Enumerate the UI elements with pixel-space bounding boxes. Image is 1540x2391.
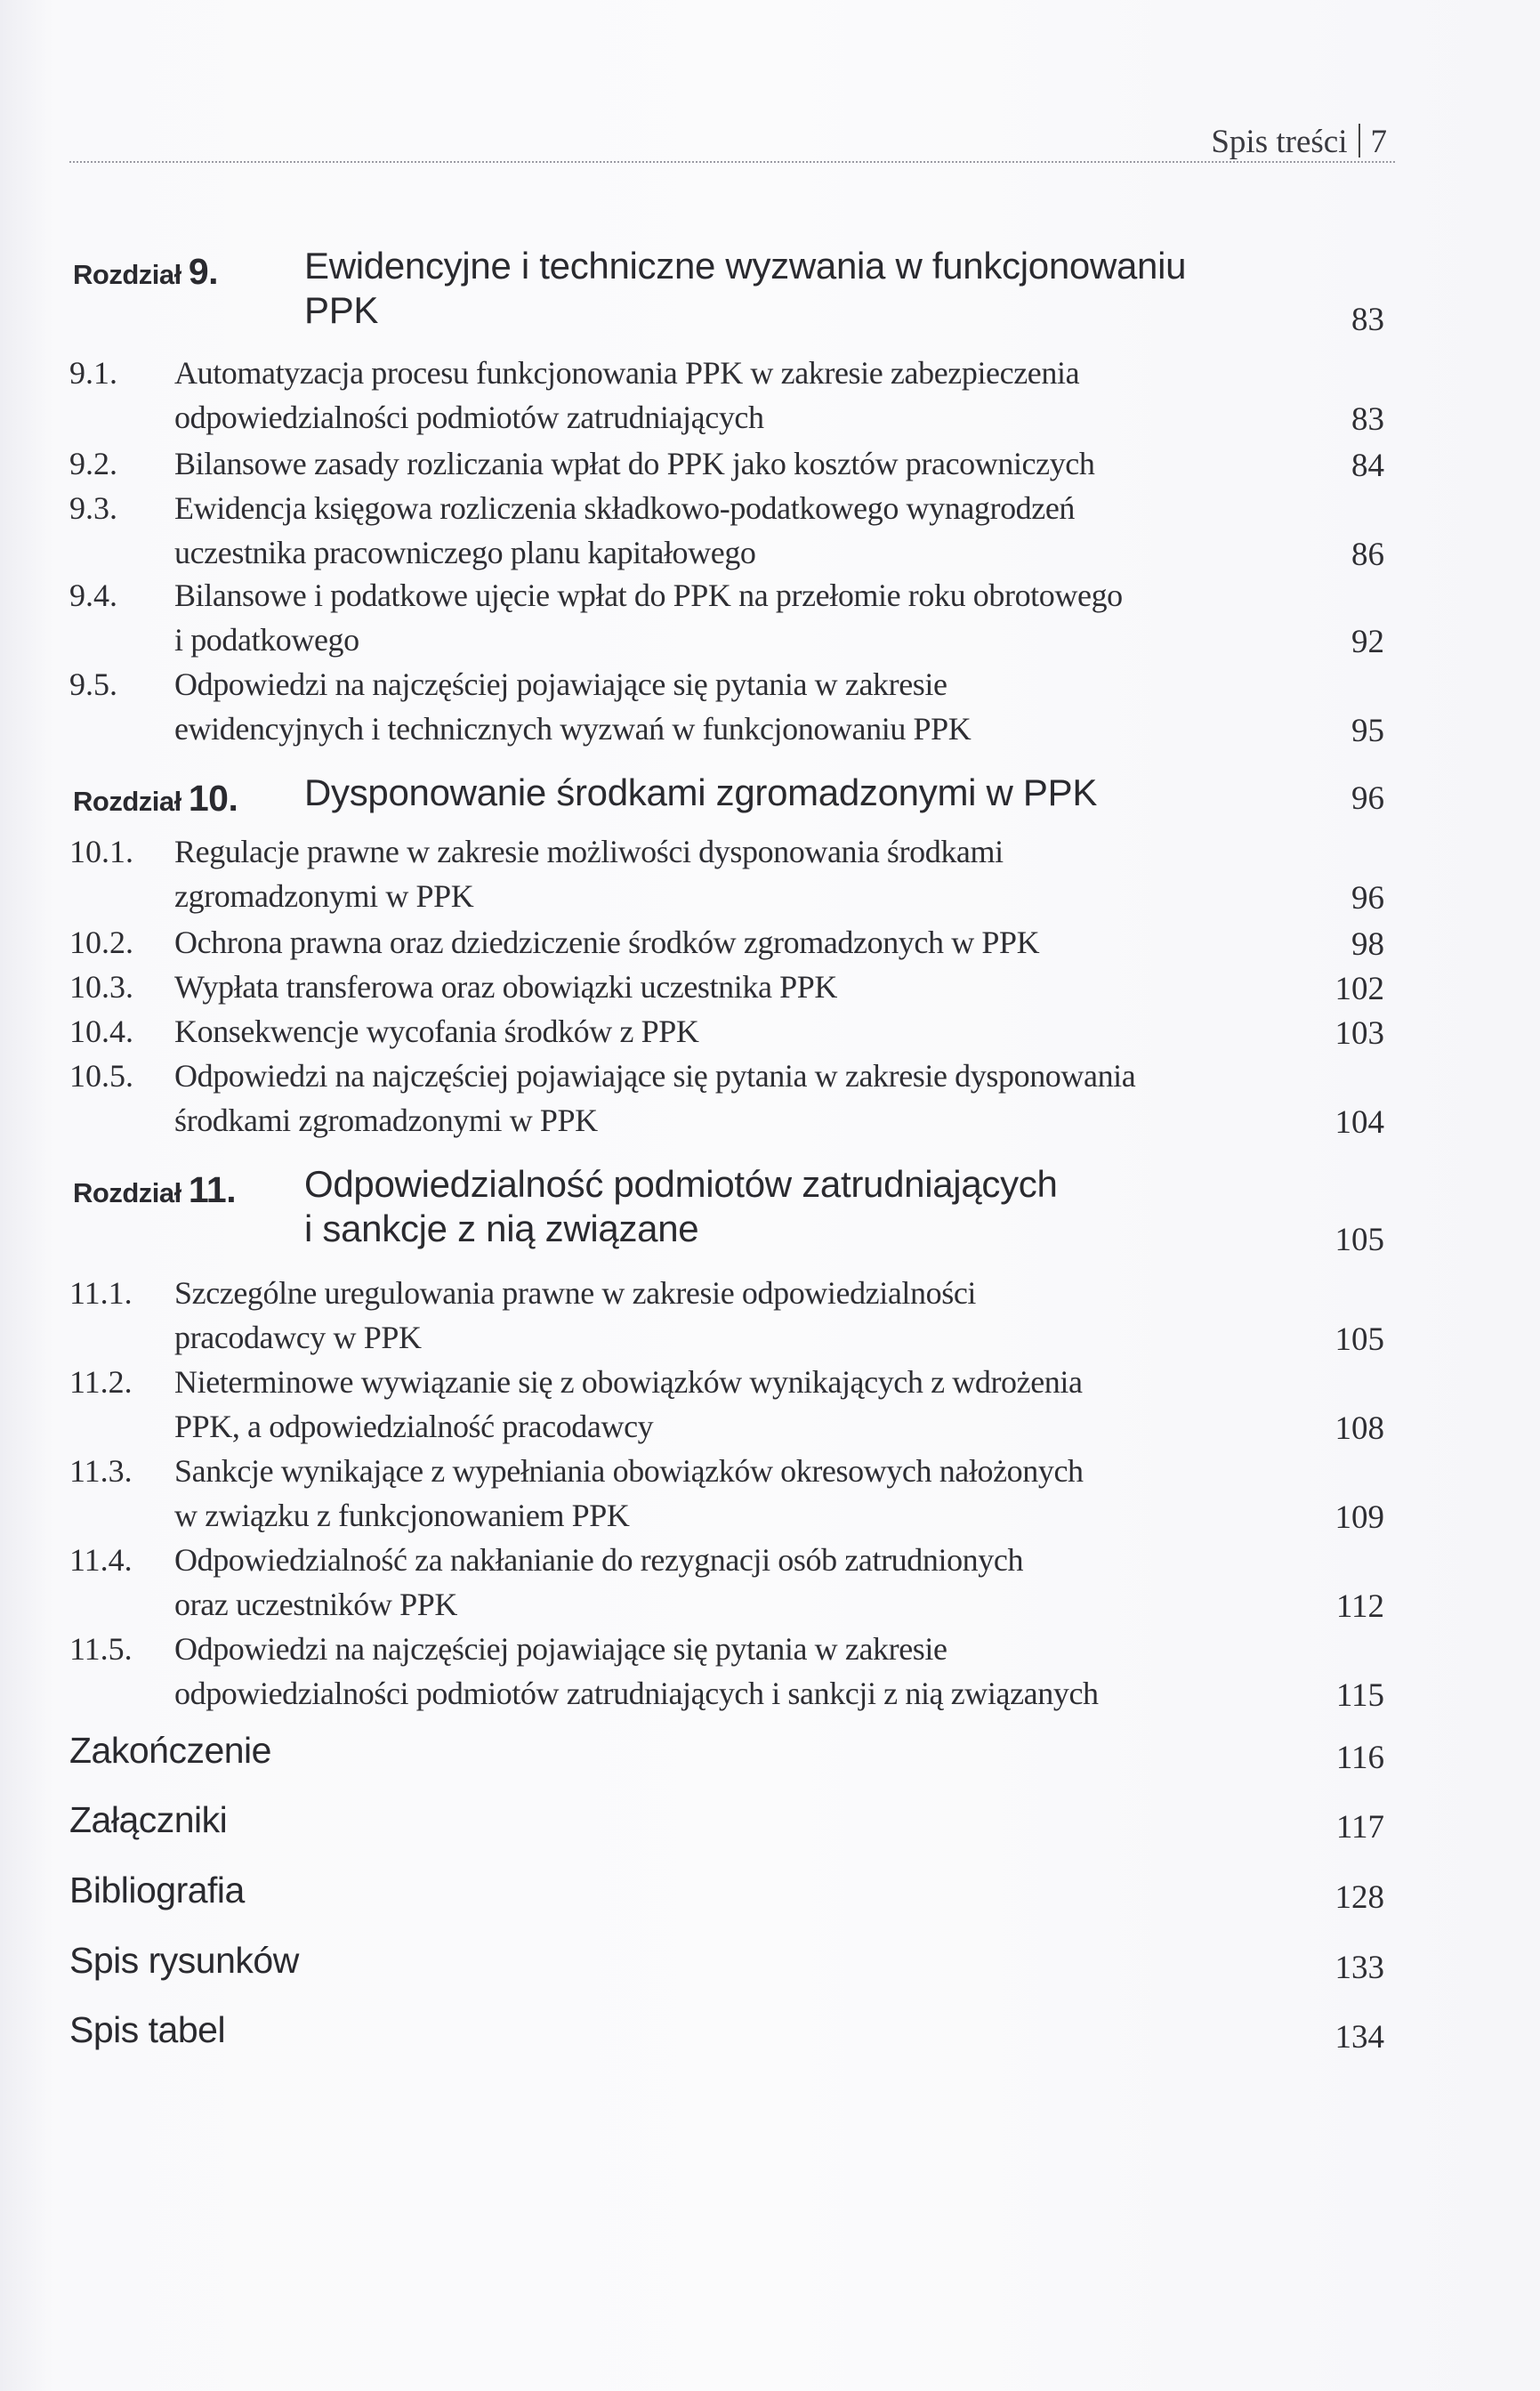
section-title-line: oraz uczestników PPK — [174, 1587, 457, 1622]
section-title — [174, 1009, 1331, 1054]
section-number: 11.3. — [69, 1453, 133, 1489]
section-title-line: Odpowiedzi na najczęściej pojawiające się pytania w zakresie — [174, 666, 947, 702]
toc-section-9-4[interactable] — [69, 573, 1384, 662]
running-head-title: Spis treści — [1211, 124, 1348, 160]
section-number: 10.2. — [69, 925, 133, 960]
chapter-word: Rozdział — [73, 786, 181, 817]
chapter-number: 9. — [188, 251, 219, 292]
toc-section-11-3[interactable] — [69, 1449, 1384, 1538]
section-title-line: Szczególne uregulowania prawne w zakresie odpowiedzialności — [174, 1275, 977, 1311]
section-title-line: Automatyzacja procesu funkcjonowania PPK w zakresie zabezpieczenia — [174, 355, 1080, 391]
page-number: 83 — [1351, 401, 1384, 438]
back-matter-title: Bibliografia — [69, 1870, 245, 1910]
toc-section-11-5[interactable] — [69, 1627, 1384, 1716]
chapter-title — [304, 1162, 1058, 1251]
section-title-line: Konsekwencje wycofania środków z PPK — [174, 1014, 699, 1049]
page-number: 95 — [1351, 713, 1384, 749]
toc-chapter-10[interactable] — [69, 771, 1384, 820]
section-title-line: Ewidencja księgowa rozliczenia składkowo-podatkowego wynagrodzeń — [174, 490, 1076, 526]
chapter-title-line: i sankcje z nią związane — [304, 1208, 699, 1249]
section-number: 10.1. — [69, 834, 133, 869]
running-head — [1211, 123, 1387, 161]
section-title-line: Bilansowe zasady rozliczania wpłat do PPK jako kosztów pracowniczych — [174, 446, 1095, 481]
section-title — [174, 1271, 1331, 1360]
back-matter-title: Zakończenie — [69, 1730, 271, 1771]
chapter-title-line: Ewidencyjne i techniczne wyzwania w funkcjonowaniu — [304, 245, 1187, 287]
page-number: 117 — [1335, 1809, 1384, 1846]
section-title-line: Bilansowe i podatkowe ujęcie wpłat do PPK na przełomie roku obrotowego — [174, 578, 1123, 613]
chapter-title-line: Dysponowanie środkami zgromadzonymi w PPK — [304, 771, 1098, 813]
section-number: 10.4. — [69, 1014, 133, 1049]
section-title-line: Nieterminowe wywiązanie się z obowiązków wynikających z wdrożenia — [174, 1364, 1083, 1400]
page-number: 92 — [1351, 624, 1384, 660]
page-number: 128 — [1334, 1879, 1384, 1916]
chapter-title — [304, 244, 1186, 333]
page-number: 116 — [1335, 1740, 1384, 1776]
toc-section-11-1[interactable] — [69, 1271, 1384, 1360]
section-title-line: pracodawcy w PPK — [174, 1320, 422, 1355]
chapter-label — [73, 251, 218, 293]
section-number: 9.5. — [69, 666, 117, 702]
toc-section-9-5[interactable] — [69, 662, 1384, 751]
section-number: 9.3. — [69, 490, 117, 526]
section-title-line: Wypłata transferowa oraz obowiązki uczestnika PPK — [174, 969, 837, 1005]
section-title-line: zgromadzonymi w PPK — [174, 878, 474, 914]
page-number: 109 — [1334, 1499, 1384, 1536]
page-number: 115 — [1335, 1677, 1384, 1714]
section-title-line: Odpowiedzi na najczęściej pojawiające się pytania w zakresie dysponowania — [174, 1058, 1136, 1094]
section-title-line: Odpowiedzi na najczęściej pojawiające się pytania w zakresie — [174, 1631, 947, 1667]
toc-chapter-9[interactable] — [69, 242, 1384, 349]
section-title — [174, 351, 1331, 440]
chapter-number: 10. — [188, 778, 238, 819]
section-title — [174, 1360, 1331, 1449]
chapter-label — [73, 1169, 236, 1211]
page-number: 86 — [1351, 537, 1384, 573]
page-number: 105 — [1334, 1222, 1384, 1258]
toc-back-matter-spis-tabel[interactable] — [69, 2009, 1384, 2059]
section-number: 11.4. — [69, 1542, 133, 1578]
toc-section-9-3[interactable] — [69, 486, 1384, 575]
toc-back-matter-zalaczniki[interactable] — [69, 1799, 1384, 1849]
page-number: 112 — [1335, 1588, 1384, 1625]
toc-back-matter-spis-rysunkow[interactable] — [69, 1940, 1384, 1990]
section-title-line: Ochrona prawna oraz dziedziczenie środków zgromadzonych w PPK — [174, 925, 1040, 960]
section-number: 9.1. — [69, 355, 117, 391]
section-number: 9.2. — [69, 446, 117, 481]
section-title — [174, 1538, 1331, 1627]
toc-section-10-4[interactable] — [69, 1009, 1384, 1054]
running-head-page-number: 7 — [1370, 124, 1387, 160]
page-number: 102 — [1334, 971, 1384, 1007]
page-number: 96 — [1351, 780, 1384, 817]
section-title-line: Regulacje prawne w zakresie możliwości dysponowania środkami — [174, 834, 1004, 869]
toc-section-10-2[interactable] — [69, 920, 1384, 965]
section-number: 9.4. — [69, 578, 117, 613]
section-title-line: i podatkowego — [174, 622, 359, 658]
section-title — [174, 573, 1331, 662]
back-matter-title: Spis rysunków — [69, 1940, 299, 1981]
section-number: 10.5. — [69, 1058, 133, 1094]
chapter-word: Rozdział — [73, 259, 181, 290]
toc-section-10-3[interactable] — [69, 965, 1384, 1009]
chapter-title-line: PPK — [304, 289, 379, 331]
page-number: 108 — [1334, 1410, 1384, 1447]
toc-back-matter-bibliografia[interactable] — [69, 1870, 1384, 1919]
section-title — [174, 965, 1331, 1009]
section-title — [174, 829, 1331, 918]
toc-section-11-2[interactable] — [69, 1360, 1384, 1449]
page-number: 133 — [1334, 1950, 1384, 1986]
section-title-line: odpowiedzialności podmiotów zatrudniających — [174, 400, 764, 435]
section-number: 11.2. — [69, 1364, 133, 1400]
back-matter-title: Spis tabel — [69, 2009, 226, 2050]
running-head-separator — [1359, 124, 1360, 158]
page-number: 105 — [1334, 1321, 1384, 1358]
section-number: 10.3. — [69, 969, 133, 1005]
section-title — [174, 486, 1331, 575]
section-title-line: ewidencyjnych i technicznych wyzwań w funkcjonowaniu PPK — [174, 711, 972, 747]
section-title — [174, 1054, 1331, 1143]
page-number: 104 — [1334, 1104, 1384, 1141]
page-number: 98 — [1351, 926, 1384, 963]
page-number: 103 — [1334, 1015, 1384, 1052]
section-title — [174, 1449, 1331, 1538]
chapter-title — [304, 771, 1097, 815]
toc-section-10-5[interactable] — [69, 1054, 1384, 1143]
chapter-title-line: Odpowiedzialność podmiotów zatrudniających — [304, 1163, 1058, 1205]
page-number: 96 — [1351, 880, 1384, 917]
section-title-line: Odpowiedzialność za nakłanianie do rezygnacji osób zatrudnionych — [174, 1542, 1024, 1578]
page-number: 83 — [1351, 302, 1384, 338]
section-title-line: w związku z funkcjonowaniem PPK — [174, 1498, 630, 1533]
chapter-word: Rozdział — [73, 1177, 181, 1208]
section-title — [174, 662, 1331, 751]
section-title — [174, 1627, 1331, 1716]
section-number: 11.5. — [69, 1631, 133, 1667]
chapter-number: 11. — [188, 1169, 237, 1210]
page-number: 84 — [1351, 448, 1384, 484]
toc-back-matter-zakonczenie[interactable] — [69, 1730, 1384, 1780]
section-title-line: Sankcje wynikające z wypełniania obowiązków okresowych nałożonych — [174, 1453, 1084, 1489]
toc-section-11-4[interactable] — [69, 1538, 1384, 1627]
section-title-line: odpowiedzialności podmiotów zatrudniających i sankcji z nią związanych — [174, 1676, 1099, 1711]
toc-section-9-1[interactable] — [69, 351, 1384, 440]
toc-chapter-11[interactable] — [69, 1162, 1384, 1260]
header-dotted-rule — [69, 161, 1395, 163]
toc-section-9-2[interactable] — [69, 441, 1384, 486]
back-matter-title: Załączniki — [69, 1799, 228, 1840]
section-title — [174, 920, 1331, 965]
section-title-line: uczestnika pracowniczego planu kapitałowego — [174, 535, 756, 570]
page-number: 134 — [1334, 2019, 1384, 2056]
section-title-line: PPK, a odpowiedzialność pracodawcy — [174, 1409, 654, 1444]
toc-section-10-1[interactable] — [69, 829, 1384, 918]
section-title — [174, 441, 1331, 486]
section-title-line: środkami zgromadzonymi w PPK — [174, 1103, 598, 1138]
chapter-label — [73, 778, 238, 820]
section-number: 11.1. — [69, 1275, 133, 1311]
